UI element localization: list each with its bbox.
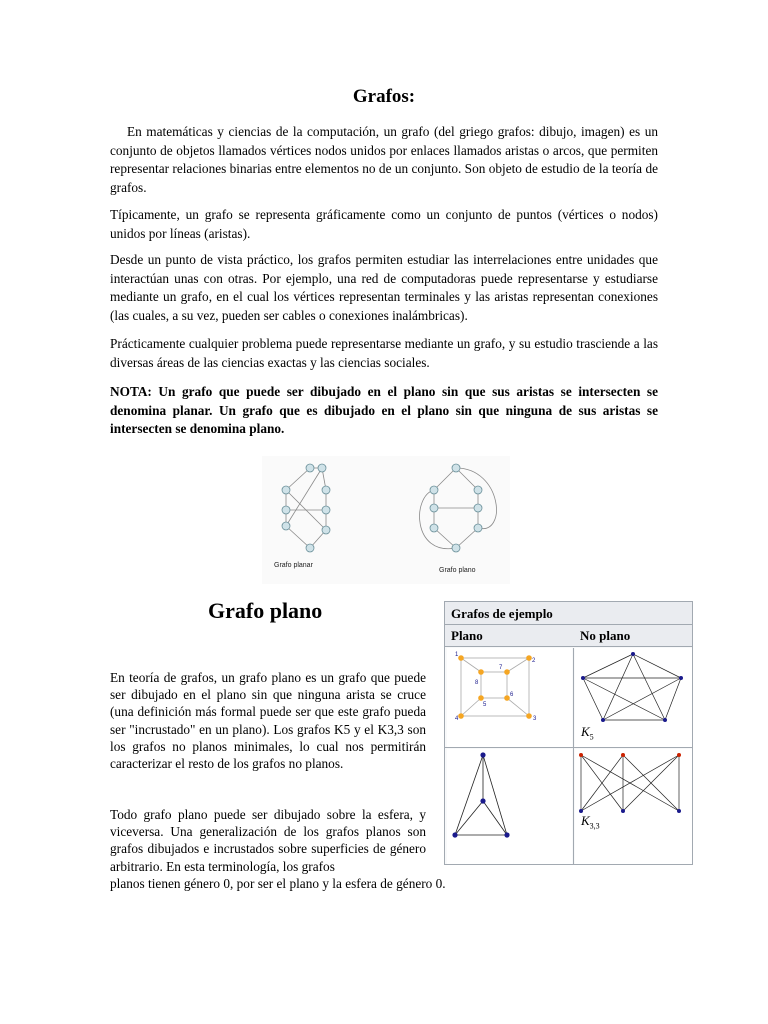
section-heading: Grafo plano bbox=[208, 598, 323, 623]
cube-node-label: 6 bbox=[510, 692, 514, 698]
cell-plano-cube bbox=[447, 648, 572, 747]
esfera-paragraph-end: planos tienen género 0, por ser el plano y la esfera de género 0. bbox=[110, 876, 446, 891]
caption-grafo-planar: Grafo planar bbox=[274, 562, 313, 569]
column-header-no-plano: No plano bbox=[574, 625, 692, 647]
representation-paragraph: Típicamente, un grafo se representa gráficamente como un conjunto de puntos (vértices o nodos) unidos por líneas (aristas). bbox=[110, 207, 658, 241]
planar-graph-figure bbox=[262, 456, 510, 584]
k33-graph-svg bbox=[575, 749, 692, 821]
graph-planar-nodes bbox=[282, 464, 330, 552]
cell-k5 bbox=[575, 648, 692, 747]
cube-node-label: 7 bbox=[499, 665, 503, 671]
table-divider bbox=[445, 747, 692, 748]
cell-plano-triangle bbox=[447, 749, 572, 864]
graph-planar-edges bbox=[286, 468, 326, 548]
k5-graph-svg bbox=[575, 648, 692, 728]
cell-k33 bbox=[575, 749, 692, 864]
table-caption: Grafos de ejemplo bbox=[445, 602, 692, 625]
cube-node-label: 3 bbox=[533, 716, 537, 722]
problems-paragraph: Prácticamente cualquier problema puede representarse mediante un grafo, y su estudio trasciende a las diversas áreas de las ciencias exactas y las ciencias sociales. bbox=[110, 336, 658, 370]
intro-paragraph: En matemáticas y ciencias de la computación, un grafo (del griego grafos: dibujo, imagen) es un conjunto de objetos llamados vértices nodos unidos por enlaces llamados aristas o arcos, que permiten representar relaciones binarias entre elementos no de un conjunto. Son objeto de estudio de la teoría de grafos. bbox=[110, 124, 658, 195]
cube-node-label: 1 bbox=[455, 652, 459, 658]
table-divider bbox=[573, 648, 574, 864]
grafo-plano-paragraph: En teoría de grafos, un grafo plano es un grafo que puede ser dibujado en el plano sin que ninguna arista se cruce (una definición más formal puede ser que este grafo pueda ser "incrustado" en un plano). Los grafos K5 y el K3,3 son los grafos no planos minimales, lo cual nos permitirán caracterizar el resto de los grafos no planos. bbox=[110, 670, 426, 772]
page-title: Grafos: bbox=[352, 86, 416, 107]
triangle-graph-svg bbox=[447, 749, 572, 849]
example-graphs-table bbox=[444, 601, 693, 865]
cube-node-label: 4 bbox=[455, 716, 459, 722]
cube-node-label: 2 bbox=[532, 658, 536, 664]
practical-paragraph: Desde un punto de vista práctico, los grafos permiten estudiar las interrelaciones entre unidades que interactúan unas con otras. Por ejemplo, una red de computadoras puede representarse y estudiarse mediante un grafo, en el cual los vértices representan terminales y las aristas representan conexiones (las cuales, a su vez, pueden ser cables o conexiones inalámbricas). bbox=[110, 252, 658, 323]
cube-graph-svg bbox=[447, 648, 572, 747]
cube-node-label: 5 bbox=[483, 702, 487, 708]
caption-grafo-plano: Grafo plano bbox=[439, 567, 476, 574]
nota-paragraph: NOTA: Un grafo que puede ser dibujado en el plano sin que sus aristas se intersecten se denomina planar. Un grafo que es dibujado en el plano sin que ninguna de sus aristas se intersecten se denomina plano. bbox=[110, 384, 658, 436]
k33-label: $K_{3,3}$ bbox=[581, 813, 600, 831]
cube-node-label: 8 bbox=[475, 680, 479, 686]
esfera-paragraph: Todo grafo plano puede ser dibujado sobre la esfera, y viceversa. Una generalización de los grafos planos son grafos dibujados e incrustados sobre superficies de género arbitrario. En esta terminología, los grafos bbox=[110, 807, 426, 874]
column-header-plano: Plano bbox=[445, 625, 574, 647]
k5-label: $K_5$ bbox=[581, 724, 594, 742]
